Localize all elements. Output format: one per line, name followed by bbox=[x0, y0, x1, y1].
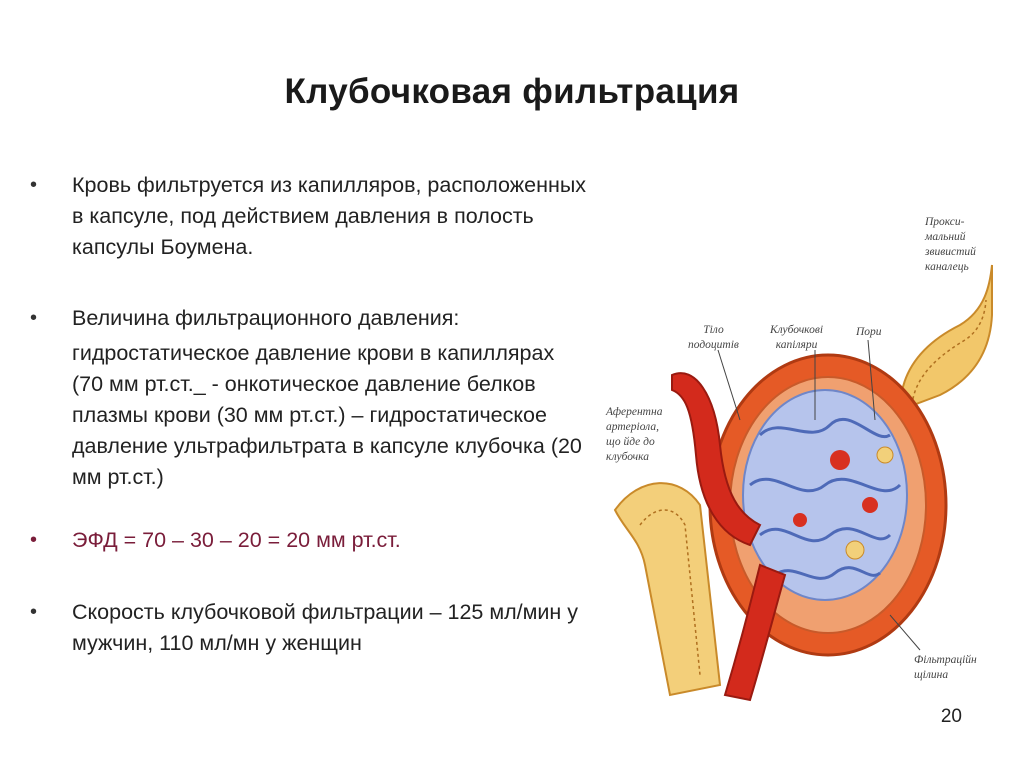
slide-title: Клубочковая фильтрация bbox=[284, 72, 740, 111]
bullet-blood-filtration bbox=[30, 170, 590, 263]
bullet-text: Величина фильтрационного давления: bbox=[72, 306, 460, 330]
glomerulus-illustration bbox=[600, 205, 1010, 705]
bullet-dot-icon: • bbox=[30, 174, 38, 196]
label-proximal-tubule: Прокси- мальний звивистий каналець bbox=[925, 216, 976, 273]
label-glomerular-capillaries: Клубочкові капіляри bbox=[770, 324, 824, 351]
label-afferent-arteriole: Аферентна артеріола, що йде до клубочка bbox=[606, 406, 663, 463]
bullet-efd-formula bbox=[30, 525, 590, 556]
bullet-dot-icon: • bbox=[30, 307, 38, 329]
bullet-filtration-pressure bbox=[30, 303, 590, 493]
bullet-text: Скорость клубочковой фильтрации – 125 мл/мин у мужчин, 110 мл/мн у женщин bbox=[72, 600, 579, 655]
page-number: 20 bbox=[940, 706, 962, 727]
label-podocyte-bodies: Тіло подоцитів bbox=[688, 324, 739, 351]
bullet-dot-icon: • bbox=[30, 601, 38, 623]
bullet-gfr-rate bbox=[30, 597, 590, 659]
bullet-text: Кровь фильтруется из капилляров, расположенных в капсуле, под действием давления в полость капсулы Боумена. bbox=[72, 173, 587, 259]
bullet-text: ЭФД = 70 – 30 – 20 = 20 мм рт.ст. bbox=[72, 528, 401, 552]
proximal-tubule-shape bbox=[900, 265, 992, 410]
bullet-detail-text: гидростатическое давление крови в капиллярах (70 мм рт.ст._ - онкотическое давление белков плазмы крови (30 мм рт.ст.) – гидростатическое давление ультрафильтрата в капсуле клубочка (20 мм рт.ст.) bbox=[72, 341, 582, 489]
distal-tubule-shape bbox=[615, 483, 720, 695]
label-filtration-slit: Фільтраційн щілина bbox=[914, 654, 977, 681]
bullet-dot-icon: • bbox=[30, 529, 38, 551]
label-pores: Пори bbox=[856, 326, 882, 338]
